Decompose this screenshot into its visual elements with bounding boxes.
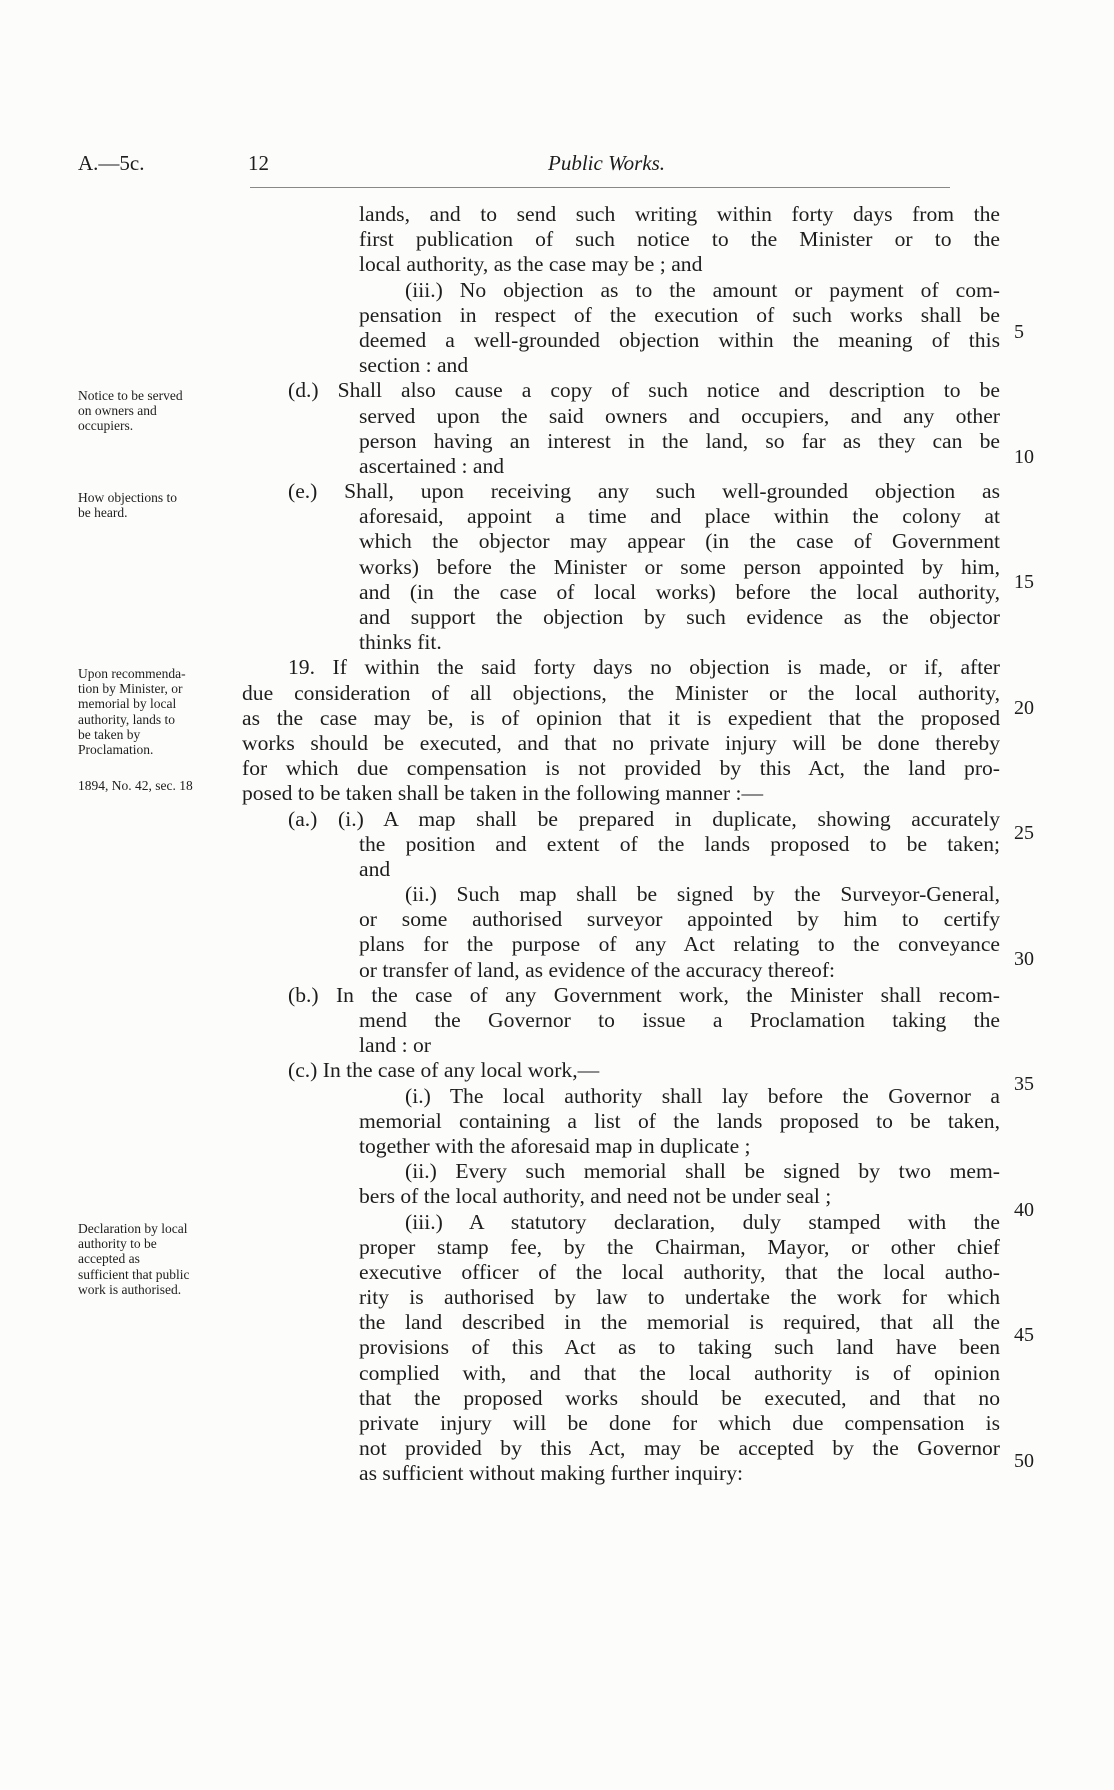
line-number: 20 <box>1014 697 1034 719</box>
line-number: 35 <box>1014 1073 1034 1095</box>
body-line: works) before the Minister or some person appointed by him, <box>359 554 1000 579</box>
body-line: served upon the said owners and occupiers, and any other <box>359 403 1000 428</box>
body-line: or some authorised surveyor appointed by him to certify <box>359 907 1000 932</box>
margin-note-line: authority to be <box>78 1236 157 1252</box>
body-line: complied with, and that the local authority is of opinion <box>359 1360 1000 1385</box>
body-line: (a.) (i.) A map shall be prepared in duplicate, showing accurately <box>288 806 1000 831</box>
margin-note-line: Declaration by local <box>78 1221 188 1236</box>
section-heading-line: 19. If within the said forty days no objection is made, or if, after <box>288 655 1000 680</box>
margin-note-line: sufficient that public <box>78 1266 190 1282</box>
line-number: 30 <box>1014 948 1034 970</box>
margin-note-citation <box>78 778 233 793</box>
line-number: 45 <box>1014 1324 1034 1346</box>
margin-note-line: Proclamation. <box>78 742 154 758</box>
body-line: first publication of such notice to the Minister or to the <box>359 227 1000 252</box>
body-line: memorial containing a list of the lands proposed to be taken, <box>359 1108 1000 1133</box>
body-line: which the objector may appear (in the case of Government <box>359 529 1000 554</box>
margin-note-line: Upon recommenda- <box>78 666 186 681</box>
margin-note-proclamation <box>78 666 233 757</box>
body-line: that the proposed works should be executed, and that no <box>359 1385 1000 1410</box>
body-line: proper stamp fee, by the Chairman, Mayor, or other chief <box>359 1234 1000 1259</box>
body-line: (d.) Shall also cause a copy of such notice and description to be <box>288 378 1000 403</box>
body-text <box>242 202 1000 1487</box>
line-number: 10 <box>1014 446 1034 468</box>
body-line: (ii.) Such map shall be signed by the Surveyor-General, <box>405 882 1000 907</box>
body-line: lands, and to send such writing within forty days from the <box>359 202 1000 226</box>
margin-note-line: 1894, No. 42, sec. 18 <box>78 778 193 793</box>
body-line: aforesaid, appoint a time and place within the colony at <box>359 504 1000 529</box>
body-line: and support the objection by such evidence as the objector <box>359 605 1000 629</box>
margin-note-line: work is authorised. <box>78 1281 182 1297</box>
body-line: person having an interest in the land, so far as they can be <box>359 428 1000 453</box>
body-line: land : or <box>359 1033 431 1058</box>
body-line: (e.) Shall, upon receiving any such well-grounded objection as <box>288 479 1000 504</box>
header-rule <box>250 187 950 188</box>
body-line: local authority, as the case may be ; and <box>359 252 703 277</box>
margin-note-notice <box>78 388 233 434</box>
body-line: not provided by this Act, may be accepted by the Governor <box>359 1436 1000 1461</box>
body-line: and (in the case of local works) before the local authority, <box>359 579 1000 604</box>
line-number: 5 <box>1014 321 1024 343</box>
margin-note-line: occupiers. <box>78 418 134 434</box>
body-line: works should be executed, and that no private injury will be done thereby <box>242 730 1000 755</box>
body-line: provisions of this Act as to taking such land have been <box>359 1335 1000 1360</box>
body-line: ascertained : and <box>359 453 505 478</box>
body-line: thinks fit. <box>359 630 442 655</box>
body-line: as the case may be, is of opinion that it is expedient that the proposed <box>242 705 1000 730</box>
body-line: deemed a well-grounded objection within the meaning of this <box>359 327 1000 352</box>
margin-note-line: be taken by <box>78 726 141 742</box>
page-number: 12 <box>248 151 269 175</box>
page-title: Public Works. <box>548 151 666 175</box>
line-number: 50 <box>1014 1450 1034 1472</box>
body-line: pensation in respect of the execution of such works shall be <box>359 302 1000 327</box>
margin-note-line: be heard. <box>78 505 128 521</box>
body-line: for which due compensation is not provided by this Act, the land pro- <box>242 756 1000 781</box>
margin-note-line: How objections to <box>78 490 177 505</box>
body-line: or transfer of land, as evidence of the accuracy thereof: <box>359 957 836 982</box>
line-number: 40 <box>1014 1199 1034 1221</box>
body-line: the position and extent of the lands proposed to be taken; <box>359 831 1000 856</box>
margin-note-line: tion by Minister, or <box>78 681 183 697</box>
body-line: (iii.) A statutory declaration, duly stamped with the <box>405 1209 1000 1234</box>
body-line: bers of the local authority, and need not be under seal ; <box>359 1184 832 1209</box>
body-line: rity is authorised by law to undertake the work for which <box>359 1285 1000 1310</box>
margin-note-line: accepted as <box>78 1251 140 1267</box>
line-number: 25 <box>1014 822 1034 844</box>
margin-note-line: authority, lands to <box>78 711 175 727</box>
body-line: the land described in the memorial is required, that all the <box>359 1310 1000 1335</box>
margin-note-declaration <box>78 1221 233 1297</box>
margin-note-objections <box>78 490 233 520</box>
body-line: executive officer of the local authority, that the local autho- <box>359 1259 1000 1284</box>
body-line: (b.) In the case of any Government work, the Minister shall recom- <box>288 982 1000 1007</box>
margin-note-line: memorial by local <box>78 696 177 712</box>
body-line: (ii.) Every such memorial shall be signed by two mem- <box>405 1159 1000 1184</box>
body-line: mend the Governor to issue a Proclamation taking the <box>359 1008 1000 1032</box>
document-reference: A.—5c. <box>78 151 145 175</box>
body-line: (iii.) No objection as to the amount or payment of com- <box>405 277 1000 302</box>
body-line: private injury will be done for which due compensation is <box>359 1411 1000 1435</box>
body-line: due consideration of all objections, the Minister or the local authority, <box>242 680 1000 705</box>
body-line: posed to be taken shall be taken in the following manner :— <box>242 781 764 806</box>
margin-note-line: on owners and <box>78 403 157 419</box>
body-line: as sufficient without making further inquiry: <box>359 1461 744 1486</box>
body-line: (i.) The local authority shall lay before the Governor a <box>405 1083 1000 1108</box>
body-line: plans for the purpose of any Act relating to the conveyance <box>359 932 1000 957</box>
line-number: 15 <box>1014 571 1034 593</box>
body-line: and <box>359 856 391 881</box>
margin-note-line: Notice to be served <box>78 388 183 403</box>
body-line: together with the aforesaid map in duplicate ; <box>359 1133 751 1158</box>
body-line: section : and <box>359 353 469 378</box>
body-line: (c.) In the case of any local work,— <box>288 1058 600 1083</box>
